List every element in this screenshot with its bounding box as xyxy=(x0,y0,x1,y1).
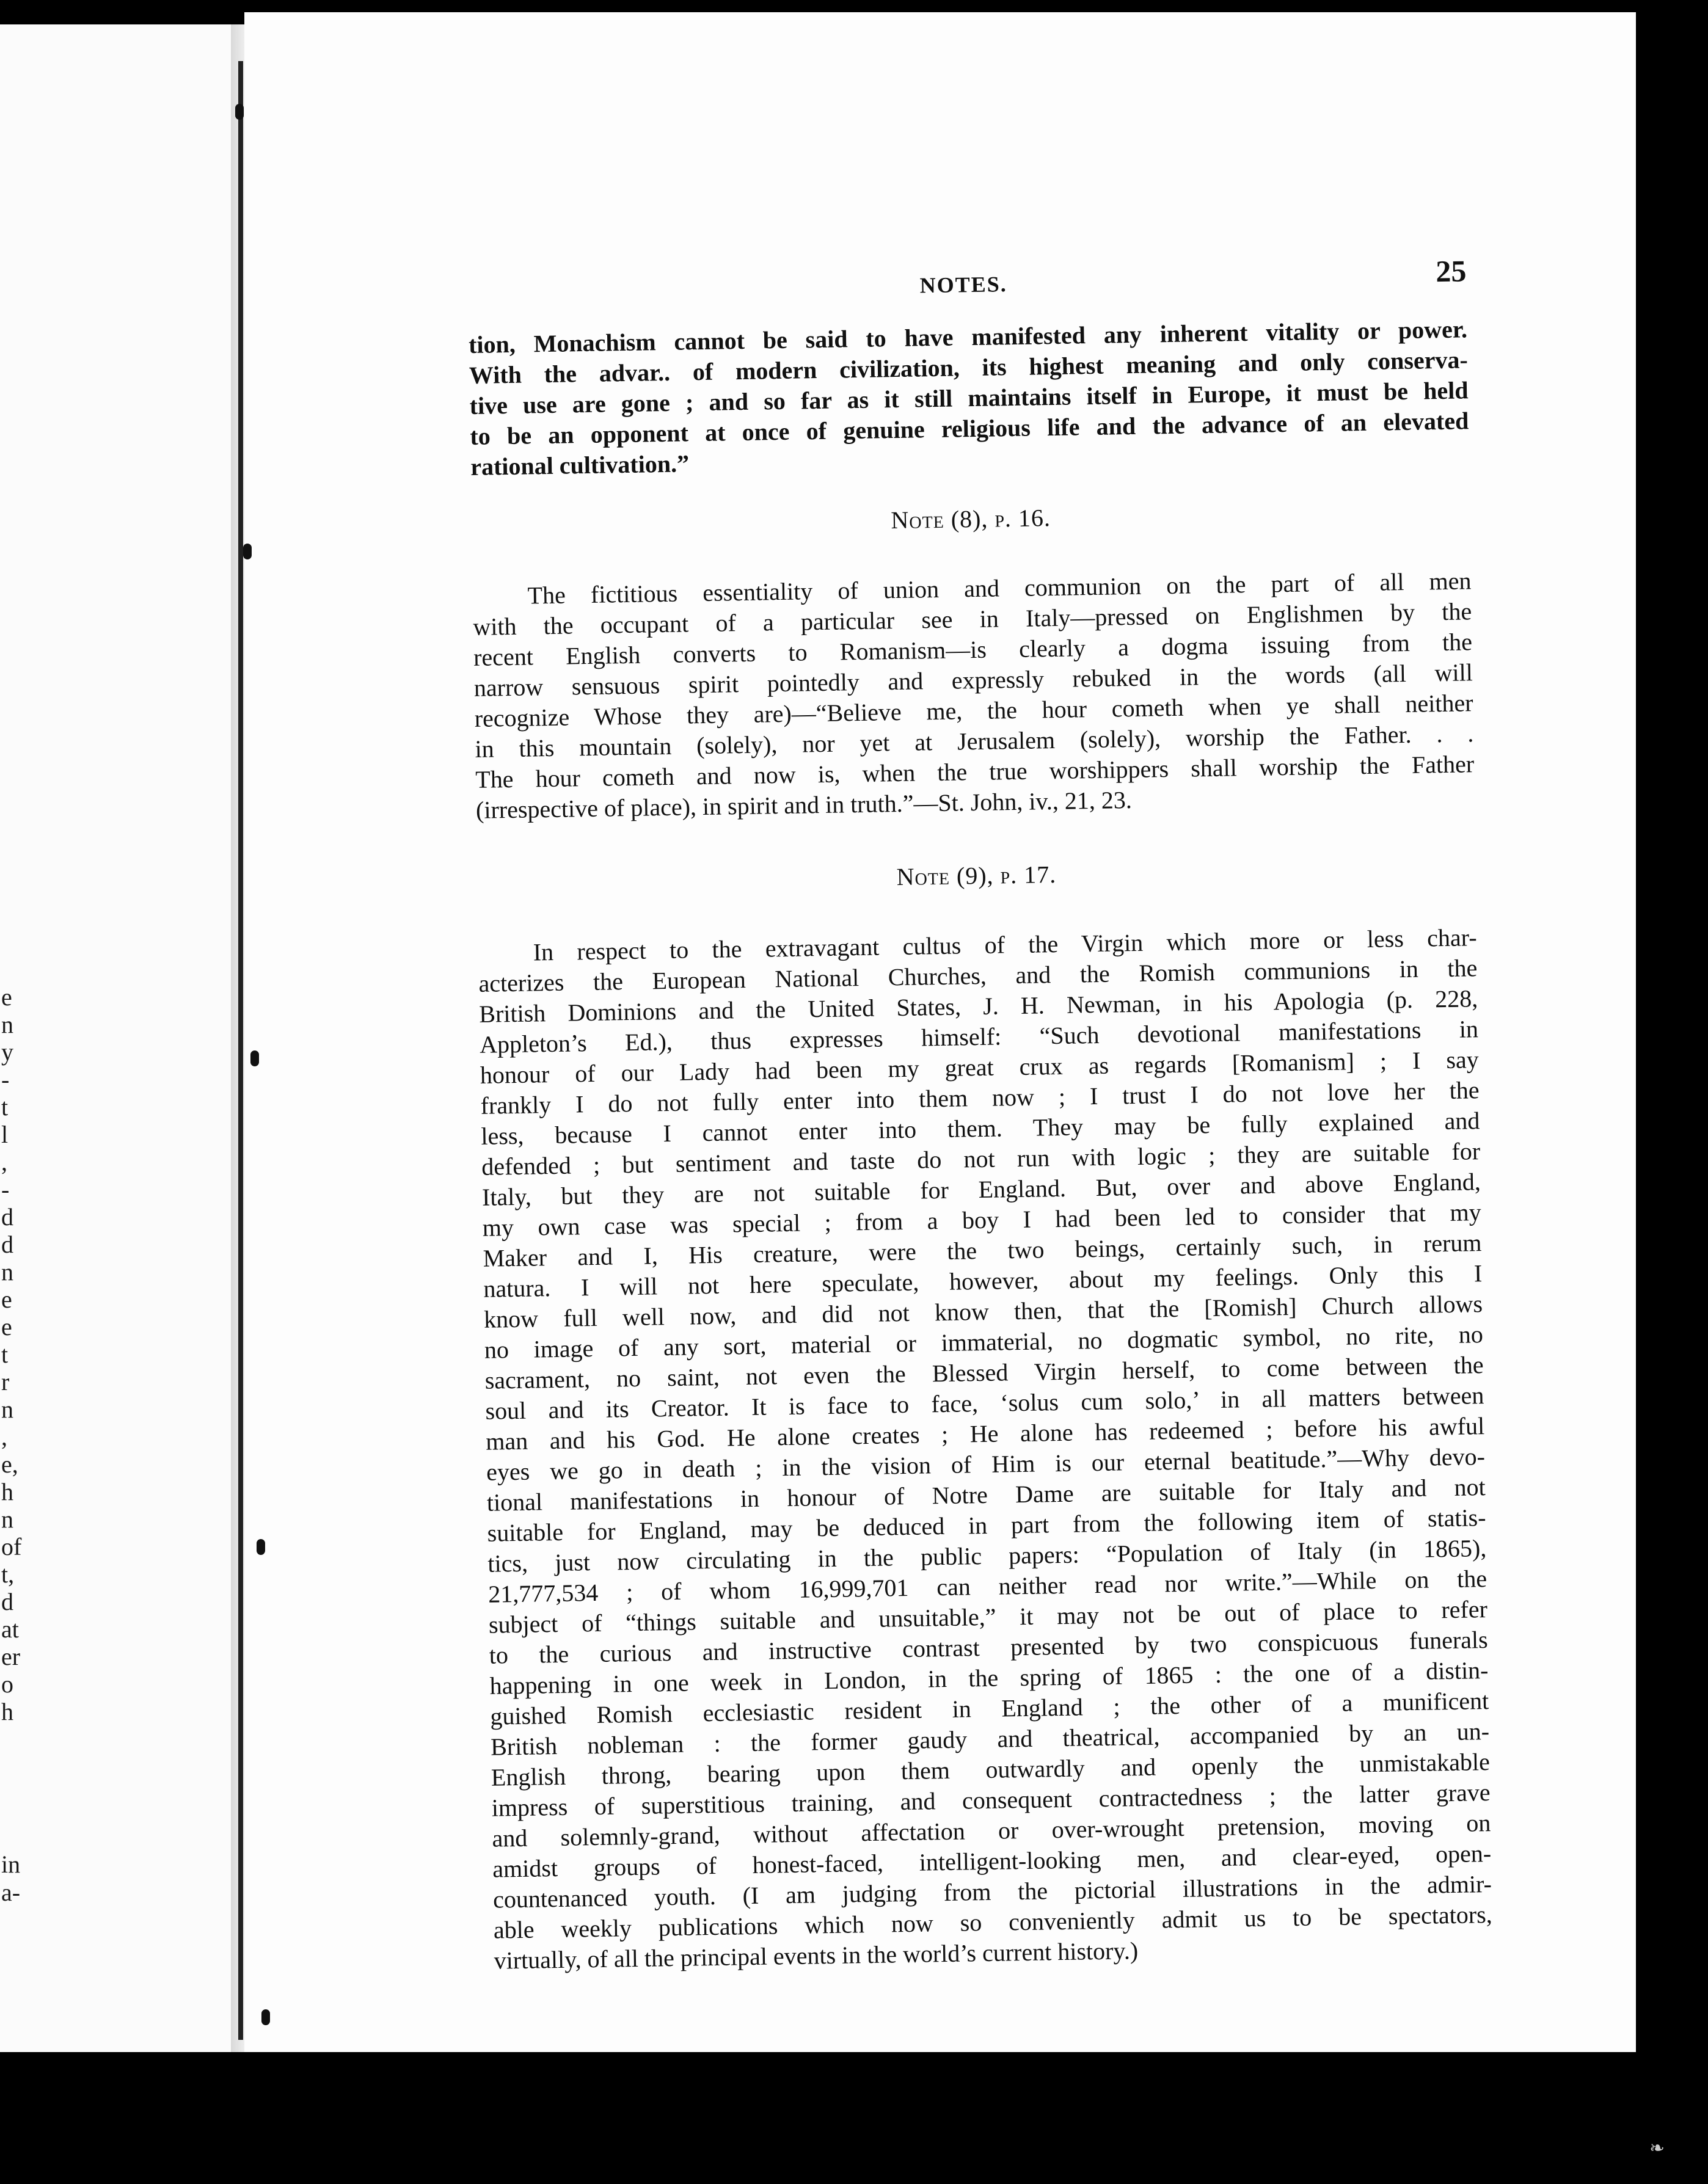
margin-fragment: d xyxy=(1,1231,13,1258)
text-line: Maker and I, His creature, were the two beings, certainly such, in rerum xyxy=(483,1229,1482,1272)
text-line: with the occupant of a particular see in Italy—pressed on Englishmen by the xyxy=(473,597,1472,641)
text-line: and solemnly-grand, without affectation or over-wrought pretension, moving on xyxy=(492,1809,1491,1852)
text-line: know full well now, and did not know then, that the [Romish] Church allows xyxy=(483,1290,1483,1333)
margin-fragment: r xyxy=(1,1368,10,1396)
text-line: rational cultivation.” xyxy=(470,450,690,481)
margin-fragment: of xyxy=(1,1533,22,1560)
note-8-heading: Note (8), p. 16. xyxy=(891,504,1051,534)
text-line: Appleton’s Ed.), thus expresses himself: “Such devotional manifestations in xyxy=(479,1015,1479,1058)
margin-fragment: t xyxy=(1,1341,9,1368)
text-line: British nobleman : the former gaudy and theatrical, accompanied by an un- xyxy=(490,1717,1490,1761)
text-line: happening in one week in London, in the spring of 1865 : the one of a distin- xyxy=(489,1656,1489,1700)
margin-fragment: e xyxy=(1,983,12,1011)
margin-fragment: in xyxy=(1,1851,21,1878)
binding-staple-3 xyxy=(250,1050,259,1066)
margin-fragment: h xyxy=(1,1698,13,1725)
note-9-heading: Note (9), p. 17. xyxy=(896,860,1057,891)
text-line: recent English converts to Romanism—is clearly a dogma issuing from the xyxy=(473,628,1473,671)
text-line: my own case was special ; from a boy I had been led to consider that my xyxy=(482,1198,1481,1242)
margin-fragment: l xyxy=(1,1121,9,1148)
previous-page-bottom xyxy=(0,2015,232,2052)
text-line: With the advar.. of modern civilization, its highest meaning and only conserva- xyxy=(469,346,1469,389)
text-line: Italy, but they are not suitable for England. But, over and above England, xyxy=(481,1168,1481,1211)
margin-fragment: t xyxy=(1,1093,9,1121)
text-line: to the curious and instructive contrast presented by two conspicuous funerals xyxy=(489,1626,1488,1669)
previous-page xyxy=(0,24,232,2162)
text-line: impress of superstitious training, and consequent contractedness ; the latter grave xyxy=(491,1778,1491,1822)
margin-fragment: o xyxy=(1,1670,13,1698)
margin-fragment: n xyxy=(1,1505,13,1533)
text-line: 21,777,534 ; of whom 16,999,701 can neither read nor write.”—While on the xyxy=(487,1565,1487,1608)
text-line: guished Romish ecclesiastic resident in England ; the other of a munificent xyxy=(490,1687,1489,1730)
continued-paragraph xyxy=(469,314,1470,482)
text-line: tive use are gone ; and so far as it still maintains itself in Europe, it must be held xyxy=(469,376,1469,420)
note-8-paragraph xyxy=(472,566,1475,826)
text-line: amidst groups of honest-faced, intelligent-looking men, and clear-eyed, open- xyxy=(492,1839,1492,1883)
margin-fragment: - xyxy=(1,1176,10,1203)
page-text-block xyxy=(467,247,1493,1976)
text-line: honour of our Lady had been my great crux as regards [Romanism] ; I say xyxy=(480,1046,1480,1089)
binding-edge xyxy=(238,61,243,2040)
page-number: 25 xyxy=(1435,253,1467,289)
previous-page-line-endings xyxy=(1,983,26,1725)
corner-mark-icon: ❧ xyxy=(1649,2138,1665,2159)
text-line: frankly I do not fully enter into them now ; I trust I do not love her the xyxy=(480,1076,1480,1119)
text-line: sacrament, no saint, not even the Blessed Virgin herself, to come between the xyxy=(484,1351,1484,1394)
text-line: English throng, bearing upon them outwardly and openly the unmistakable xyxy=(491,1748,1491,1791)
margin-fragment: y xyxy=(1,1038,13,1066)
binding-staple-5 xyxy=(261,2009,270,2025)
margin-fragment: - xyxy=(1,1066,10,1093)
running-title: NOTES. xyxy=(919,272,1008,298)
margin-fragment: h xyxy=(1,1478,13,1505)
text-line: tional manifestations in honour of Notre Dame are suitable for Italy and not xyxy=(486,1473,1486,1516)
margin-fragment: a- xyxy=(1,1879,21,1906)
text-line: acterizes the European National Churches, and the Romish communions in the xyxy=(478,954,1478,997)
text-line: recognize Whose they are)—“Believe me, the hour cometh when ye shall neither xyxy=(474,689,1473,732)
text-line: suitable for England, may be deduced in part from the following item of statis- xyxy=(487,1504,1486,1547)
note-9-paragraph xyxy=(478,922,1493,1976)
margin-fragment: d xyxy=(1,1203,13,1231)
margin-fragment: e, xyxy=(1,1451,18,1478)
text-line: countenanced youth. (I am judging from the pictorial illustrations in the admir- xyxy=(492,1869,1492,1913)
text-line: natura. I will not here speculate, however, about my feelings. Only this I xyxy=(483,1259,1483,1303)
margin-fragment: at xyxy=(1,1615,19,1643)
margin-fragment: er xyxy=(1,1643,21,1670)
text-line: subject of “things suitable and unsuitable,” it may not be out of place to refer xyxy=(488,1595,1488,1639)
current-page-lower-edge xyxy=(244,2040,1637,2052)
margin-fragment: d xyxy=(1,1588,13,1615)
text-line: tion, Monachism cannot be said to have manifested any inherent vitality or power. xyxy=(468,315,1468,359)
margin-fragment: n xyxy=(1,1258,13,1286)
margin-fragment: t, xyxy=(1,1560,15,1588)
text-line: no image of any sort, material or immaterial, no dogmatic symbol, no rite, no xyxy=(484,1320,1484,1364)
text-line: able weekly publications which now so conveniently admit us to be spectators, xyxy=(493,1900,1493,1944)
text-line: man and his God. He alone creates ; He alone has redeemed ; before his awful xyxy=(485,1412,1485,1455)
text-line: (irrespective of place), in spirit and in truth.”—St. John, iv., 21, 23. xyxy=(475,786,1133,824)
scan-background-bottom xyxy=(0,2052,1708,2184)
margin-fragment: e xyxy=(1,1286,12,1313)
text-line: less, because I cannot enter into them. They may be fully explained and xyxy=(481,1107,1480,1150)
text-line: The fictitious essentiality of union and communion on the part of all men xyxy=(527,567,1472,610)
previous-page-bottom-line-endings xyxy=(1,1851,20,1907)
margin-fragment: , xyxy=(1,1148,7,1176)
text-line: in this mountain (solely), nor yet at Jerusalem (solely), worship the Father. . . xyxy=(475,719,1474,763)
scan-background-right xyxy=(1636,12,1708,2184)
text-line: virtually, of all the principal events in the world’s current history.) xyxy=(494,1937,1139,1975)
margin-fragment: n xyxy=(1,1396,13,1423)
text-line: narrow sensuous spirit pointedly and expressly rebuked in the words (all will xyxy=(473,658,1473,702)
text-line: eyes we go in death ; in the vision of Him is our eternal beatitude.”—Why devo- xyxy=(486,1443,1486,1486)
margin-fragment: n xyxy=(1,1011,13,1038)
text-line: defended ; but sentiment and taste do not run with logic ; they are suitable for xyxy=(481,1137,1481,1181)
text-line: The hour cometh and now is, when the true worshippers shall worship the Father xyxy=(475,750,1475,793)
binding-staple-4 xyxy=(257,1539,265,1555)
text-line: soul and its Creator. It is face to face, ‘solus cum solo,’ in all matters between xyxy=(485,1381,1484,1425)
margin-fragment: , xyxy=(1,1423,7,1451)
text-line: tics, just now circulating in the public papers: “Population of Italy (in 1865), xyxy=(487,1534,1487,1578)
text-line: to be an opponent at once of genuine religious life and the advance of an elevated xyxy=(470,407,1469,450)
text-line: British Dominions and the United States, J. H. Newman, in his Apologia (p. 228, xyxy=(478,985,1478,1028)
margin-fragment: e xyxy=(1,1313,12,1341)
text-line: In respect to the extravagant cultus of the Virgin which more or less char- xyxy=(533,923,1477,966)
binding-staple-1 xyxy=(235,104,244,120)
binding-staple-2 xyxy=(243,544,252,559)
